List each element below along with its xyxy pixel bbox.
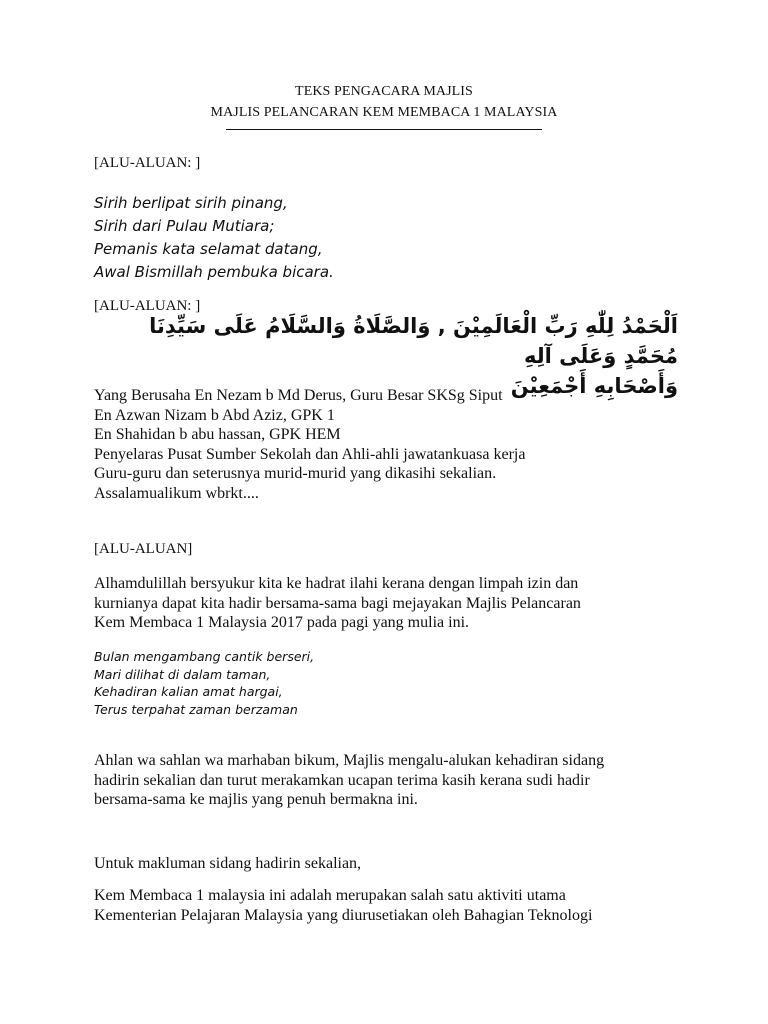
paragraph-program-info	[94, 886, 694, 925]
document-subtitle: MAJLIS PELANCARAN KEM MEMBACA 1 MALAYSIA	[210, 105, 558, 120]
section-marker-welcome-3: [ALU-ALUAN]	[94, 541, 193, 557]
greeting-line: Yang Berusaha En Nezam b Md Derus, Guru Besar SKSg Siput	[94, 387, 503, 404]
pantun-line: Pemanis kata selamat datang,	[94, 240, 323, 258]
paragraph-line: Kementerian Pelajaran Malaysia yang diurusetiakan oleh Bahagian Teknologi	[94, 906, 593, 924]
opening-pantun	[94, 192, 334, 284]
paragraph-line: Ahlan wa sahlan wa marhaban bikum, Majlis mengalu-alukan kehadiran sidang	[94, 752, 605, 769]
paragraph-welcome	[94, 751, 694, 810]
paragraph-line: Kem Membaca 1 Malaysia 2017 pada pagi yang mulia ini.	[94, 614, 470, 631]
section-marker-welcome-2: [ALU-ALUAN: ]	[94, 298, 201, 314]
greeting-line: En Shahidan b abu hassan, GPK HEM	[94, 426, 341, 443]
greeting-line: Penyelaras Pusat Sumber Sekolah dan Ahli-ahli jawatankuasa kerja	[94, 445, 526, 463]
pantun-line: Sirih berlipat sirih pinang,	[94, 194, 288, 212]
paragraph-line: bersama-sama ke majlis yang penuh bermakna ini.	[94, 791, 418, 808]
second-pantun	[94, 648, 314, 718]
pantun-line: Kehadiran kalian amat hargai,	[94, 684, 283, 699]
pantun-line: Mari dilihat di dalam taman,	[94, 666, 271, 682]
paragraph-line: Alhamdulillah bersyukur kita ke hadrat ilahi kerana dengan limpah izin dan	[94, 575, 579, 592]
arabic-line: وَأَصْحَابِهِ أَجْمَعِيْنَ	[510, 374, 678, 398]
greeting-list	[94, 386, 525, 503]
greeting-line: Assalamualikum wbrkt....	[94, 484, 259, 502]
paragraph-gratitude	[94, 574, 694, 633]
pantun-line: Bulan mengambang cantik berseri,	[94, 649, 315, 664]
arabic-line: اَلْحَمْدُ لِلّٰهِ رَبِّ الْعَالَمِيْنَ , وَالصَّلَاةُ وَالسَّلَامُ عَلَى سَيِّدِنَا مُحَمَّدٍ وَعَلَى آلِهِ	[149, 314, 678, 368]
paragraph-announcement: Untuk makluman sidang hadirin sekalian,	[94, 855, 362, 872]
paragraph-line: kurnianya dapat kita hadir bersama-sama bagi mejayakan Majlis Pelancaran	[94, 594, 581, 612]
document-title: TEKS PENGACARA MAJLIS	[295, 84, 473, 99]
greeting-line: En Azwan Nizam b Abd Aziz, GPK 1	[94, 406, 335, 424]
pantun-line: Terus terpahat zaman berzaman	[94, 701, 298, 717]
paragraph-line: Kem Membaca 1 malaysia ini adalah merupakan salah satu aktiviti utama	[94, 887, 566, 904]
title-underline	[226, 129, 542, 130]
paragraph-line: hadirin sekalian dan turut merakamkan ucapan terima kasih kerana sudi hadir	[94, 771, 590, 789]
greeting-line: Guru-guru dan seterusnya murid-murid yang dikasihi sekalian.	[94, 465, 497, 482]
pantun-line: Sirih dari Pulau Mutiara;	[94, 217, 275, 235]
section-marker-welcome-1: [ALU-ALUAN: ]	[94, 155, 201, 171]
pantun-line: Awal Bismillah pembuka bicara.	[94, 263, 334, 281]
